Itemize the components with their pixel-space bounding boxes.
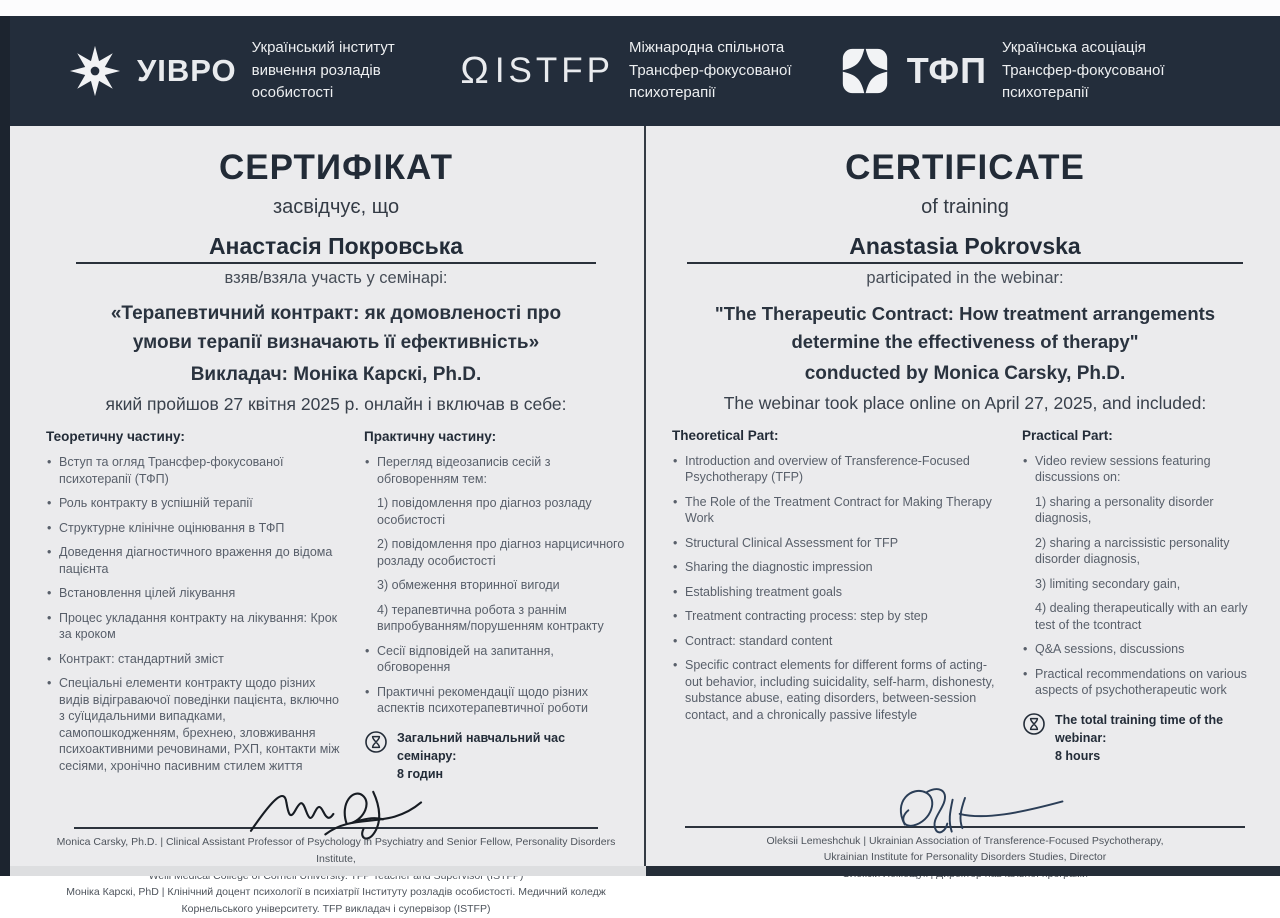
theoretical-column [672, 428, 1002, 780]
list-item: • Sharing the diagnostic impression [672, 559, 1002, 576]
list-item: • Контракт: стандартний зміст [46, 651, 344, 668]
logo-tfp-abbr: ТФП [906, 50, 987, 91]
head-silhouette-icon [460, 50, 614, 93]
hourglass-icon [364, 730, 388, 754]
duration-value: 8 hours [1055, 748, 1101, 763]
numbered-item: 3) обмеження вторинної вигоди [377, 578, 560, 592]
list-item: • Specific contract elements for different forms of acting-out behavior, including suicidality, self-harm, dishonesty, substance abuse, eating disorders, between-session contact, and a chronically passive lifestyle [672, 657, 1002, 723]
logo-uivro [68, 37, 452, 105]
list-item: • Contract: standard content [672, 633, 1002, 650]
participation-line: participated in the webinar: [866, 269, 1064, 287]
logo-istfp [460, 37, 829, 105]
participant-name: Анастасія Покровська [208, 233, 464, 259]
duration-text [397, 729, 626, 783]
theoretical-column [46, 429, 344, 781]
list-item: • Establishing treatment goals [672, 584, 1002, 601]
numbered-item: 3) limiting secondary gain, [1035, 576, 1181, 591]
page-title: СЕРТИФІКАТ [219, 148, 453, 187]
logo-tfp [838, 37, 1202, 105]
theoretical-heading: Теоретичну частину: [46, 429, 185, 444]
practical-column [1022, 428, 1258, 780]
seminar-title: «Терапевтичний контракт: як домовленості про умови терапії визначають її ефективність» [110, 303, 562, 353]
date-line: який пройшов 27 квітня 2025 р. онлайн і включав в себе: [105, 394, 567, 414]
istfp-omega-glyph: Ω [460, 49, 493, 92]
footer-line: Моніка Карскі, PhD | Клінічний доцент психології в психіатрії Інституту розладів особистості. Медичний коледж [66, 886, 606, 899]
duration-label: The total training time of the webinar: [1055, 712, 1224, 745]
bottom-edge-left [10, 866, 646, 876]
list-item: • The Role of the Treatment Contract for Making Therapy Work [672, 494, 1002, 527]
theoretical-heading: Theoretical Part: [672, 427, 779, 443]
footer-line: Ukrainian Institute for Personality Disorders Studies, Director [823, 851, 1107, 864]
numbered-item: 2) повідомлення про діагноз нарцисичного розладу особистості [377, 537, 625, 568]
seminar-title: "The Therapeutic Contract: How treatment arrangements determine the effectiveness of therapy" [714, 303, 1216, 352]
certificates-row [10, 126, 1280, 916]
hourglass-icon [1022, 712, 1046, 736]
duration-block [1022, 711, 1258, 765]
duration-text [1055, 711, 1258, 765]
practical-heading: Практичну частину: [364, 429, 497, 444]
content-columns [672, 428, 1258, 780]
list-item: • Structural Clinical Assessment for TFP [672, 535, 1002, 552]
numbered-item: 4) dealing therapeutically with an early test of the tcontract [1035, 601, 1248, 632]
duration-label: Загальний навчальний час семінару: [397, 730, 566, 763]
theoretical-list [672, 453, 1002, 724]
list-item: • Q&A sessions, discussions [1022, 641, 1258, 658]
list-item: • Практичні рекомендації щодо різних аспектів психотерапевтичної роботи [364, 684, 626, 717]
list-item: • Сесії відповідей на запитання, обговорення [364, 643, 626, 676]
practical-list [364, 454, 626, 487]
list-item: • Доведення діагностичного враження до відома пацієнта [46, 544, 344, 577]
duration-block [364, 729, 626, 783]
top-margin [0, 0, 1280, 16]
left-edge [0, 16, 10, 876]
duration-value: 8 годин [397, 766, 444, 781]
logos-header [10, 16, 1280, 126]
participant-name-underline [76, 233, 596, 264]
footer-line: Корнельського університету. TFP викладач і супервізор (ISTFP) [181, 903, 491, 916]
list-item: • Treatment contracting process: step by step [672, 608, 1002, 625]
page-title: CERTIFICATE [845, 148, 1085, 187]
practical-list-tail [364, 643, 626, 717]
date-line: The webinar took place online on April 27, 2025, and included: [723, 392, 1207, 413]
practical-list [1022, 453, 1258, 486]
practical-list-tail [1022, 641, 1258, 699]
participant-name-underline [687, 233, 1243, 264]
numbered-item: 1) повідомлення про діагноз розладу особистості [377, 496, 592, 527]
list-item: • Роль контракту в успішній терапії [46, 495, 344, 512]
logo-uivro-abbr: УІВРО [137, 53, 237, 88]
list-item: • Процес укладання контракту на лікування: Крок за кроком [46, 610, 344, 643]
practical-column [364, 429, 626, 781]
content-columns [46, 429, 626, 781]
list-item: • Introduction and overview of Transference-Focused Psychotherapy (TFP) [672, 453, 1002, 486]
list-item: • Video review sessions featuring discussions on: [1022, 453, 1258, 486]
participant-name: Anastasia Pokrovska [849, 233, 1081, 259]
certificate-ukrainian [10, 126, 644, 916]
numbered-item: 2) sharing a narcissistic personality disorder diagnosis, [1035, 535, 1230, 566]
lecturer-line: conducted by Monica Carsky, Ph.D. [804, 362, 1126, 384]
lecturer-line: Викладач: Моніка Карскі, Ph.D. [190, 364, 482, 385]
certifies-line: засвідчує, що [272, 196, 400, 218]
logo-tfp-name: Українська асоціація Трансфер-фокусованої психотерапії [1001, 39, 1165, 102]
list-item: • Practical recommendations on various aspects of psychotherapeutic work [1022, 666, 1258, 699]
participation-line: взяв/взяла участь у семінарі: [224, 269, 448, 287]
list-item: • Спеціальні елементи контракту щодо різних видів відіграваючої поведінки пацієнта, включно з суїцидальними випадками, самопошкодженням, брехнею, зловживання психоактивними речовинами, РХП, контакти між сесіями, хронічно пасивним стилем життя [46, 675, 344, 774]
star-square-icon [838, 44, 892, 98]
certifies-line: of training [921, 196, 1009, 218]
logo-istfp-abbr: ISTFP [494, 51, 615, 90]
numbered-item: 4) терапевтична робота з раннім випробуванням/порушенням контракту [377, 602, 604, 633]
numbered-item: 1) sharing a personality disorder diagnosis, [1035, 494, 1214, 525]
footer-line: Oleksii Lemeshchuk | Ukrainian Association of Transference-Focused Psychotherapy, [766, 834, 1164, 847]
list-item: • Структурне клінічне оцінювання в ТФП [46, 520, 344, 537]
practical-heading: Practical Part: [1022, 427, 1113, 443]
bottom-edge-right [646, 866, 1280, 876]
list-item: • Встановлення цілей лікування [46, 585, 344, 602]
certificate-english [646, 126, 1280, 866]
logo-uivro-name: Український інститут вивчення розладів особистості [251, 39, 395, 102]
footer-line: Monica Carsky, Ph.D. | Clinical Assistant Professor of Psychology in Psychiatry and Senior Fellow, Personality Disorders Institute, [56, 836, 616, 865]
list-item: • Перегляд відеозаписів сесій з обговоренням тем: [364, 454, 626, 487]
theoretical-list [46, 454, 344, 774]
logo-istfp-name: Міжнародна спільнота Трансфер-фокусованої психотерапії [629, 39, 792, 102]
list-item: • Вступ та огляд Трансфер-фокусованої психотерапії (ТФП) [46, 454, 344, 487]
burst-star-icon [68, 44, 122, 98]
